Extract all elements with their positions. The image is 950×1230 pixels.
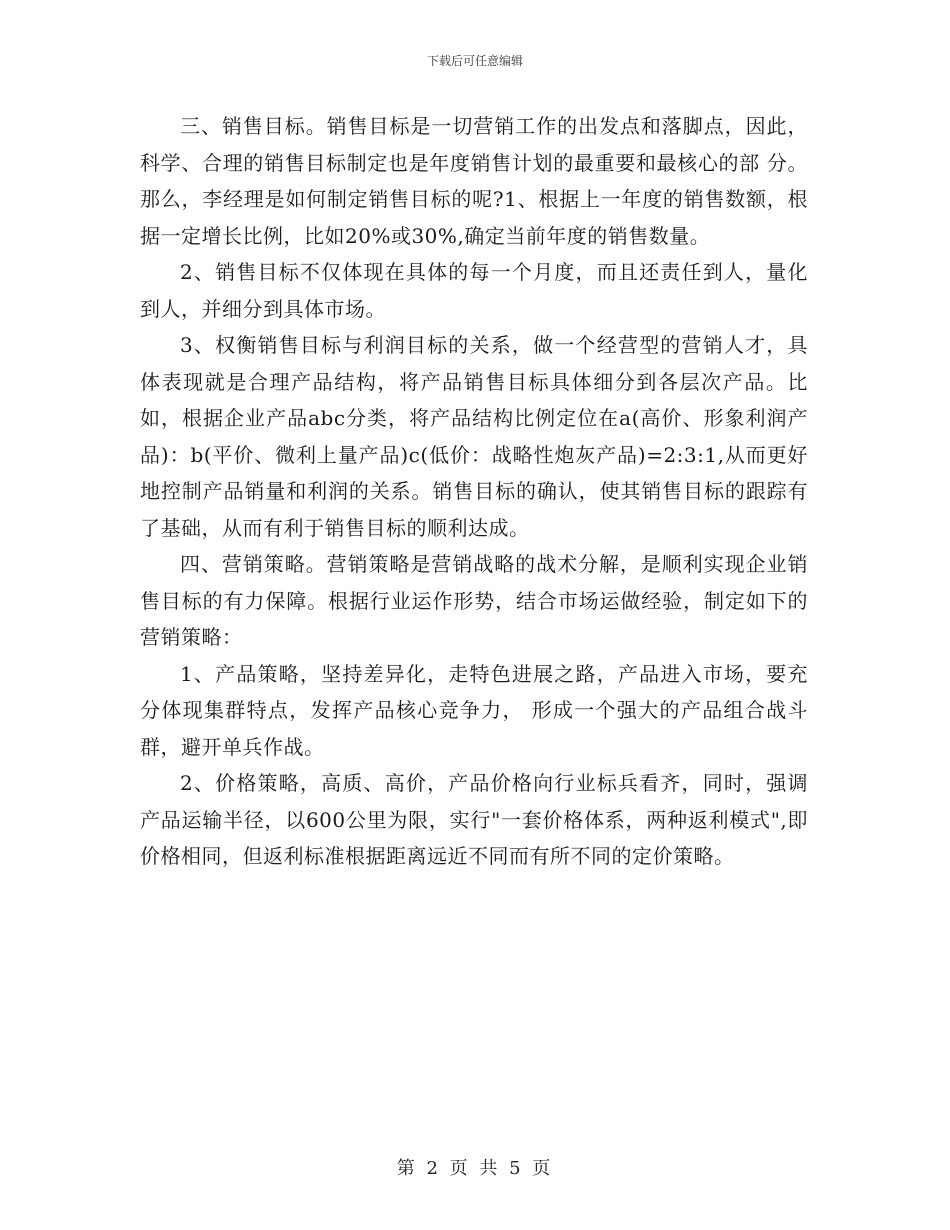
paragraph-sales-target: 三、销售目标。销售目标是一切营销工作的出发点和落脚点，因此，科学、合理的销售目标制定也是年度销售计划的最重要和最核心的部 分。那么，李经理是如何制定销售目标的呢?1、根据上一年度的销售数额，根据一定增长比例，比如20%或30%,确定当前年度的销售数量。: [140, 114, 808, 248]
paragraph-marketing-strategy: 四、营销策略。营销策略是营销战略的战术分解，是顺利实现企业销售目标的有力保障。根据行业运作形势，结合市场运做经验，制定如下的营销策略：: [140, 552, 808, 649]
document-body: [140, 108, 808, 875]
paragraph-target-breakdown: 2、销售目标不仅体现在具体的每一个月度，而且还责任到人，量化到人，并细分到具体市场。: [140, 260, 808, 321]
paragraph-product-strategy: 1、产品策略，坚持差异化，走特色进展之路，产品进入市场，要充分体现集群特点，发挥产品核心竞争力， 形成一个强大的产品组合战斗群，避开单兵作战。: [140, 661, 808, 759]
page-header-note: 下载后可任意编辑: [426, 54, 523, 68]
paragraph-price-strategy: 2、价格策略，高质、高价，产品价格向行业标兵看齐，同时，强调产品运输半径，以600公里为限，实行"一套价格体系，两种返利模式",即价格相同，但返利标准根据距离远近不同而有所不同的定价策略。: [140, 771, 808, 868]
page-number-footer: 第 2 页 共 5 页: [396, 1158, 554, 1179]
paragraph-profit-balance: 3、权衡销售目标与利润目标的关系，做一个经营型的营销人才，具体表现就是合理产品结构，将产品销售目标具体细分到各层次产品。比如，根据企业产品abc分类，将产品结构比例定位在a(高价、形象利润产 品)：b(平价、微利上量产品)c(低价：战略性炮灰产品)=2:3:1,从而更好地控制产品销量和利润的关系。销售目标的确认，使其销售目标的跟踪有了基础，从而有利于销售目标的顺利达成。: [140, 333, 808, 540]
